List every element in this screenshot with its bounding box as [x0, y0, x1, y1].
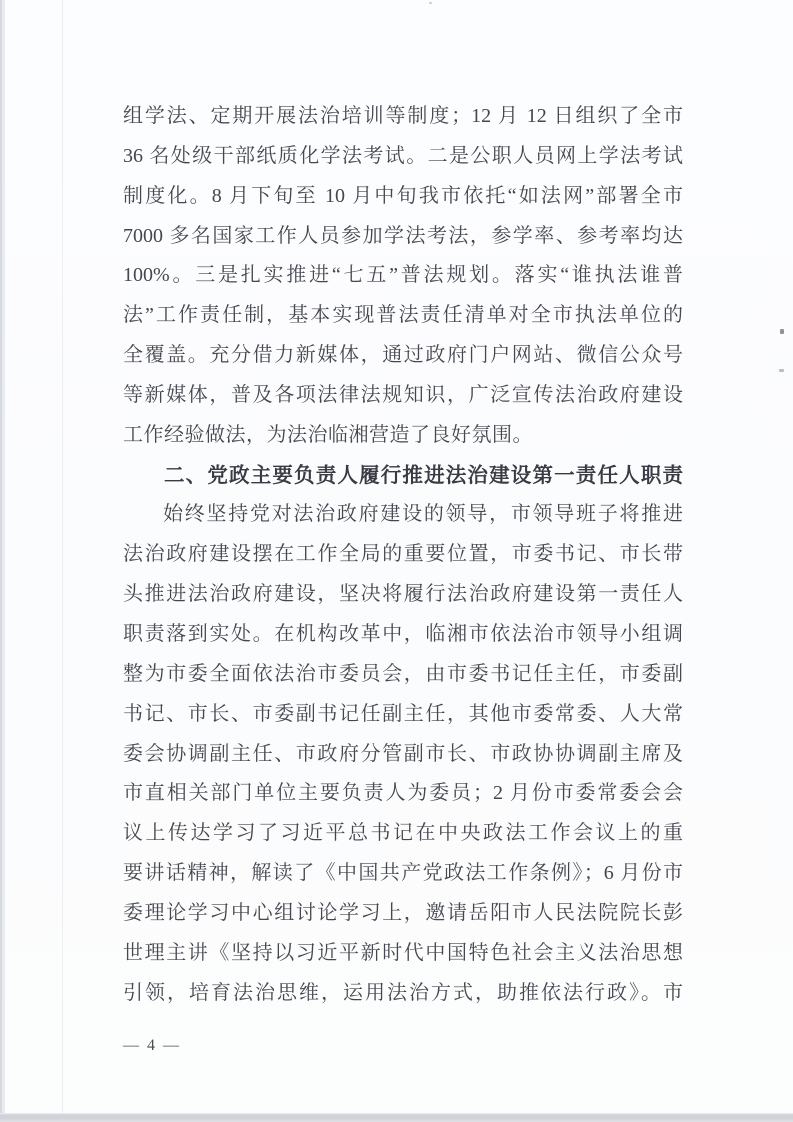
scan-streak-line	[62, 0, 63, 1122]
scan-speck	[780, 329, 784, 334]
text-line: 法”工作责任制，基本实现普法责任清单对全市执法单位的	[123, 304, 683, 327]
section-heading: 二、党政主要负责人履行推进法治建设第一责任人职责	[164, 463, 683, 487]
text-line: 世理主讲《坚持以习近平新时代中国特色社会主义法治思想	[123, 941, 683, 964]
text-line: 职责落到实处。在机构改革中，临湘市依法治市领导小组调	[123, 622, 683, 645]
text-line: 制度化。8 月下旬至 10 月中旬我市依托“如法网”部署全市	[123, 184, 683, 207]
text-line: 头推进法治政府建设，坚决将履行法治政府建设第一责任人	[123, 583, 683, 606]
page-left-edge-shadow	[0, 0, 5, 1122]
text-line: 委会协调副主任、市政府分管副市长、市政协协调副主席及	[123, 742, 683, 765]
page-number: — 4 —	[123, 1037, 181, 1054]
text-line: 市直相关部门单位主要负责人为委员；2 月份市委常委会会	[123, 782, 683, 805]
text-line: 等新媒体，普及各项法律法规知识，广泛宣传法治政府建设	[123, 383, 683, 406]
text-line: 要讲话精神，解读了《中国共产党政法工作条例》；6 月份市	[123, 862, 683, 885]
text-line: 始终坚持党对法治政府建设的领导，市领导班子将推进	[163, 503, 683, 526]
text-line: 组学法、定期开展法治培训等制度；12 月 12 日组织了全市	[123, 105, 683, 127]
text-line: 议上传达学习了习近平总书记在中央政法工作会议上的重	[123, 822, 683, 845]
text-line: 7000 多名国家工作人员参加学法考法，参学率、参考率均达	[123, 224, 683, 247]
text-line: 委理论学习中心组讨论学习上，邀请岳阳市人民法院院长彭	[123, 901, 683, 924]
text-line: 工作经验做法，为法治临湘营造了良好氛围。	[123, 423, 533, 446]
text-line: 引领，培育法治思维，运用法治方式，助推依法行政》。市	[123, 981, 683, 1004]
scan-speck	[429, 2, 432, 4]
document-text-block	[123, 97, 683, 1013]
text-line: 100%。三是扎实推进“七五”普法规划。落实“谁执法谁普	[123, 264, 683, 287]
page-bottom-edge-shadow	[0, 1113, 793, 1122]
text-line: 书记、市长、市委副书记任副主任，其他市委常委、人大常	[123, 702, 683, 725]
text-line: 36 名处级干部纸质化学法考试。二是公职人员网上学法考试	[123, 144, 683, 167]
text-line: 全覆盖。充分借力新媒体，通过政府门户网站、微信公众号	[123, 344, 683, 367]
scan-speck	[779, 369, 784, 372]
text-line: 整为市委全面依法治市委员会，由市委书记任主任，市委副	[123, 662, 683, 685]
text-line: 法治政府建设摆在工作全局的重要位置，市委书记、市长带	[123, 543, 683, 566]
